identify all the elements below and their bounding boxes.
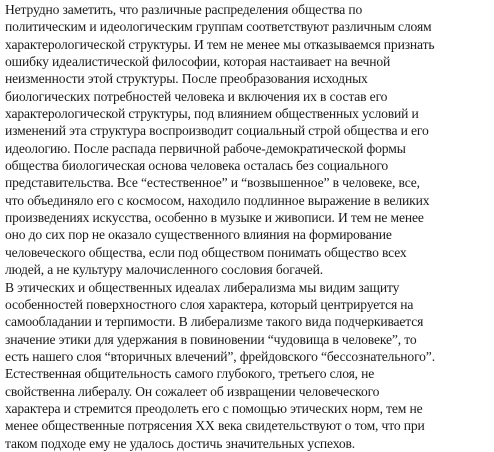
text-line: людей, а не культуру малочисленного сословия богачей. — [5, 262, 323, 278]
text-line: произведениях искусства, особенно в музыке и живописи. И тем не менее — [5, 210, 424, 226]
text-line: характерологической структуры, под влиянием общественных условий и — [5, 106, 419, 122]
text-line: биологических потребностей человека и включения их в состав его — [5, 88, 388, 104]
text-line: есть нашего слоя “вторичных влечений”, фрейдовского “бессознательного”. — [5, 348, 435, 364]
text-line: представительства. Все “естественное” и “возвышенное” в человеке, все, — [5, 175, 420, 191]
text-line: менее общественные потрясения XX века свидетельствуют о том, что при — [5, 418, 425, 434]
text-line: самообладании и терпимости. В либерализме такого вида подчеркивается — [5, 314, 424, 330]
text-line: что объединяло его с космосом, находило подлинное выражение в великих — [5, 192, 430, 208]
text-line: идеологию. После распада первичной рабоче-демократической формы — [5, 140, 406, 156]
text-line: общества биологическая основа человека осталась без социального — [5, 158, 389, 174]
document-body — [5, 1, 494, 452]
paragraph — [5, 1, 494, 279]
text-line: человеческого общества, если под обществом понимать общество всех — [5, 244, 407, 260]
text-line: ошибку идеалистической философии, которая настаивает на вечной — [5, 54, 391, 70]
text-line: неизменности этой структуры. После преобразования исходных — [5, 71, 368, 87]
text-line: значение этики для удержания в повиновении “чудовища в человеке”, то — [5, 331, 417, 347]
text-line: изменений эта структура воспроизводит социальный строй общества и его — [5, 123, 429, 139]
text-line: характера и стремится преодолеть его с помощью этических норм, тем не — [5, 400, 423, 416]
text-line: Естественная общительность самого глубокого, третьего слоя, не — [5, 366, 375, 382]
text-line: В этических и общественных идеалах либерализма мы видим защиту — [5, 279, 400, 295]
text-line: Нетрудно заметить, что различные распределения общества по — [5, 2, 363, 17]
text-line: свойственна либералу. Он сожалеет об извращении человеческого — [5, 383, 380, 399]
text-line: особенностей поверхностного слоя характера, который центрируется на — [5, 296, 414, 312]
text-line: политическим и идеологическим группам соответствуют различным слоям — [5, 19, 432, 35]
text-line: таком подходе ему не удалось достичь значительных успехов. — [5, 435, 356, 451]
text-line: характерологической структуры. И тем не менее мы отказываемся признать — [5, 36, 435, 52]
text-line: оно до сих пор не оказало существенного влияния на формирование — [5, 227, 392, 243]
paragraph — [5, 279, 494, 452]
